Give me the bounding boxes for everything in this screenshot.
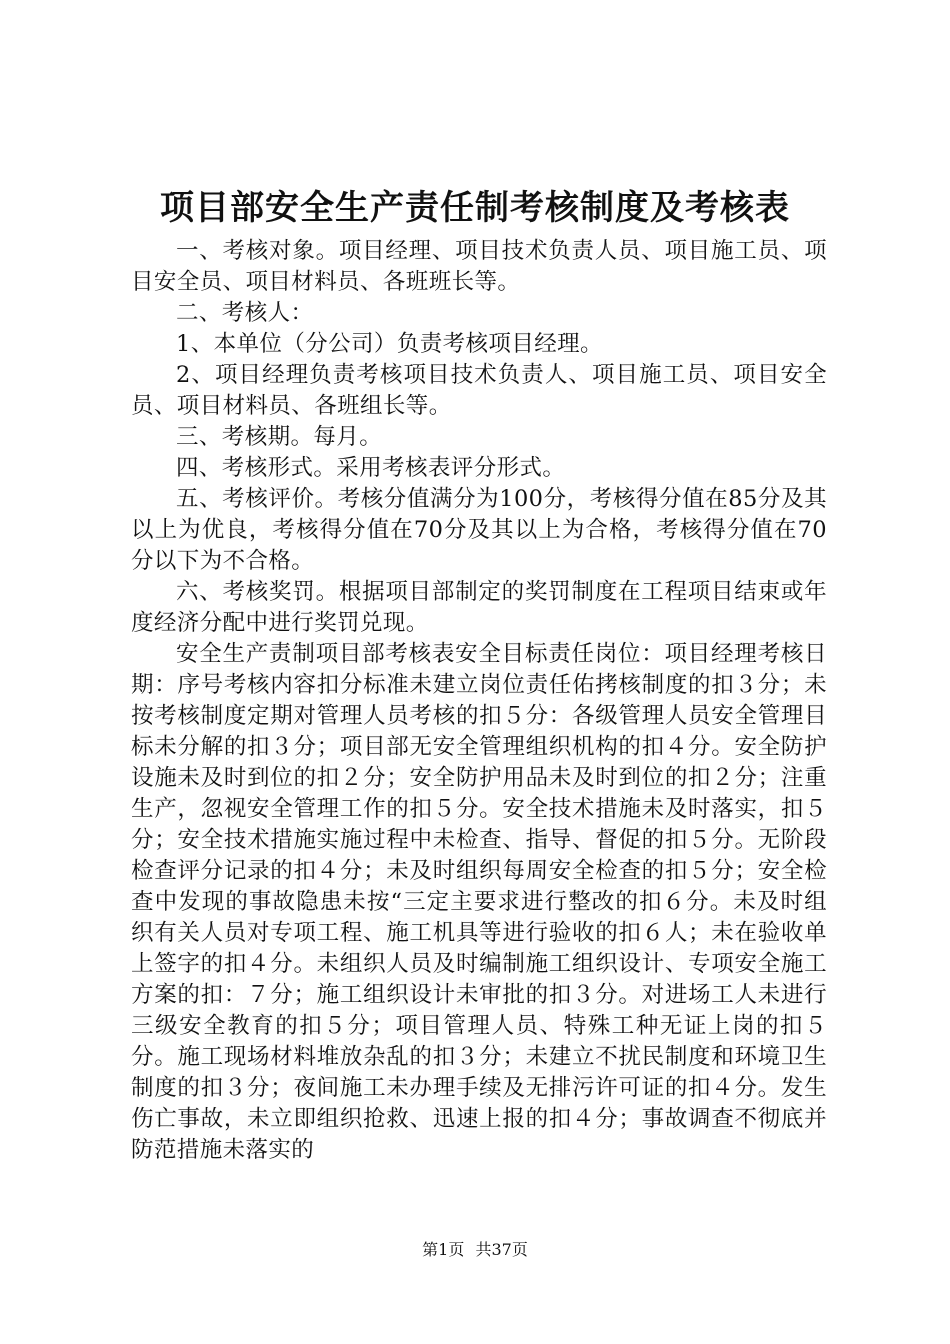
paragraph: 五、考核评价。考核分值满分为100分，考核得分值在85分及其以上为优良，考核得分值在70分及其以上为合格，考核得分值在70分以下为不合格。 xyxy=(131,486,827,574)
paragraph: 二、考核人： xyxy=(176,300,314,326)
page-number: 第1页 xyxy=(422,1240,465,1259)
paragraph: 1、本单位（分公司）负责考核项目经理。 xyxy=(176,331,603,357)
document-title: 项目部安全生产责任制考核制度及考核表 xyxy=(160,188,790,228)
page-footer xyxy=(0,1239,950,1261)
paragraph: 四、考核形式。采用考核表评分形式。 xyxy=(176,455,566,481)
document-body xyxy=(131,236,827,1166)
paragraph: 2、项目经理负责考核项目技术负责人、项目施工员、项目安全员、项目材料员、各班组长等。 xyxy=(131,362,827,419)
page-total: 共37页 xyxy=(475,1240,528,1259)
paragraph: 三、考核期。每月。 xyxy=(176,424,383,450)
paragraph: 安全生产责制项目部考核表安全目标责任岗位：项目经理考核日期：序号考核内容扣分标准未建立岗位责任佑拷核制度的扣３分；未按考核制度定期对管理人员考核的扣５分：各级管理人员安全管理目标未分解的扣３分；项目部无安全管理组织机构的扣４分。安全防护设施未及时到位的扣２分；安全防护用品未及时到位的扣２分；注重生产，忽视安全管理工作的扣５分。安全技术措施未及时落实，扣５分；安全技术措施实施过程中未检查、指导、督促的扣５分。无阶段检查评分记录的扣４分；未及时组织每周安全检查的扣５分；安全检查中发现的事故隐患未按“三定主要求进行整改的扣６分。未及时组织有关人员对专项工程、施工机具等进行验收的扣６人；未在验收单上签字的扣４分。未组织人员及时编制施工组织设计、专项安全施工方案的扣：７分；施工组织设计未审批的扣３分。对进场工人未进行三级安全教育的扣５分；项目管理人员、特殊工种无证上岗的扣５分。施工现场材料堆放杂乱的扣３分；未建立不扰民制度和环境卫生制度的扣３分；夜间施工未办理手续及无排污许可证的扣４分。发生伤亡事故，未立即组织抢救、迅速上报的扣４分；事故调查不彻底并防范措施未落实的 xyxy=(131,641,827,1163)
paragraph: 一、考核对象。项目经理、项目技术负责人员、项目施工员、项目安全员、项目材料员、各班班长等。 xyxy=(131,238,827,295)
paragraph: 六、考核奖罚。根据项目部制定的奖罚制度在工程项目结束或年度经济分配中进行奖罚兑现。 xyxy=(131,579,827,636)
